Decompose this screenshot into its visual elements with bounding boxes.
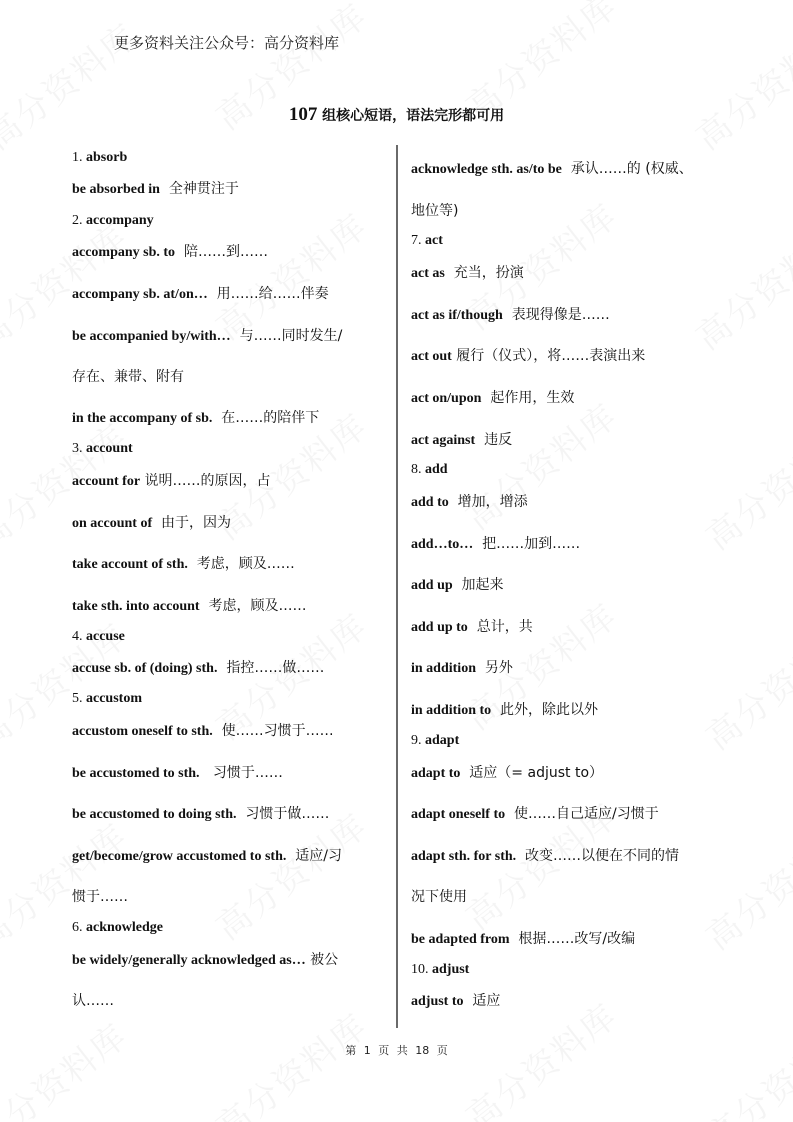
phrase-chinese: 认…… — [72, 993, 114, 1009]
section-heading — [411, 731, 459, 751]
phrase-entry — [411, 159, 693, 180]
phrase-entry — [411, 617, 533, 638]
phrase-english: take sth. into account — [72, 599, 200, 614]
phrase-entry — [72, 367, 184, 388]
phrase-entry — [411, 991, 500, 1012]
phrase-chinese: 使……习惯于…… — [212, 723, 334, 739]
phrase-english: accompany sb. to — [72, 245, 176, 260]
section-heading — [411, 460, 448, 480]
phrase-entry — [72, 804, 329, 825]
watermark-text — [694, 410, 793, 559]
phrase-entry — [72, 721, 334, 742]
phrase-english: get/become/grow accustomed to sth. — [72, 849, 287, 864]
phrase-english: in addition — [411, 661, 476, 676]
phrase-chinese: 被公 — [305, 952, 339, 968]
phrase-english: act as — [411, 266, 445, 281]
page-title-text: 组核心短语，语法完形都可用 — [317, 108, 505, 124]
phrase-english: add…to… — [411, 537, 474, 552]
phrase-entry — [72, 554, 295, 575]
phrase-english: act on/upon — [411, 391, 482, 406]
section-number: 9. — [411, 733, 425, 748]
section-word: absorb — [86, 150, 128, 165]
phrase-entry — [411, 201, 458, 222]
phrase-entry — [411, 534, 580, 555]
phrase-entry — [72, 950, 338, 971]
phrase-entry — [411, 492, 528, 513]
phrase-chinese: 惯于…… — [72, 889, 128, 905]
phrase-english: accompany sb. at/on… — [72, 287, 208, 302]
phrase-entry — [411, 887, 467, 908]
phrase-entry — [411, 700, 598, 721]
phrase-english: be absorbed in — [72, 182, 160, 197]
watermark-text — [204, 1000, 376, 1122]
phrase-chinese: 考虑，顾及…… — [199, 598, 307, 614]
phrase-entry — [411, 305, 610, 326]
phrase-english: act against — [411, 433, 476, 448]
phrase-chinese: 用……给……伴奏 — [207, 286, 329, 302]
section-number: 4. — [72, 629, 86, 644]
phrase-english: add to — [411, 495, 449, 510]
section-number: 6. — [72, 920, 86, 935]
phrase-chinese: 由于，因为 — [152, 515, 232, 531]
phrase-entry — [72, 887, 128, 908]
phrase-entry — [72, 408, 319, 429]
phrase-chinese: 习惯于…… — [199, 765, 283, 781]
phrase-entry — [411, 658, 513, 679]
phrase-entry — [411, 263, 524, 284]
phrase-chinese: 与……同时发生/ — [230, 328, 343, 344]
phrase-chinese: 地位等) — [411, 203, 459, 219]
phrase-chinese: 存在、兼带、附有 — [72, 369, 184, 385]
phrase-english: be accompanied by/with… — [72, 329, 231, 344]
phrase-english: be accustomed to sth. — [72, 766, 200, 781]
phrase-entry — [411, 430, 512, 451]
phrase-chinese: 考虑，顾及…… — [187, 556, 295, 572]
section-word: adapt — [425, 733, 460, 748]
phrase-chinese: 此外，除此以外 — [491, 702, 599, 718]
phrase-english: adapt sth. for sth. — [411, 849, 517, 864]
phrase-chinese: 表现得像是…… — [502, 307, 610, 323]
section-word: act — [425, 233, 443, 248]
section-heading — [72, 918, 163, 938]
phrase-english: in the accompany of sb. — [72, 411, 213, 426]
phrase-chinese: 起作用，生效 — [481, 390, 575, 406]
phrase-chinese: 全神贯注于 — [159, 181, 239, 197]
phrase-entry — [411, 346, 645, 367]
phrase-chinese: 违反 — [475, 432, 513, 448]
section-heading — [72, 689, 142, 709]
watermark-text — [0, 1010, 136, 1122]
phrase-english: adapt oneself to — [411, 807, 506, 822]
section-number: 2. — [72, 213, 86, 228]
section-word: account — [86, 441, 133, 456]
phrase-entry — [72, 596, 306, 617]
section-heading — [72, 211, 154, 231]
phrase-entry — [72, 991, 114, 1012]
phrase-entry — [411, 804, 659, 825]
phrase-english: take account of sth. — [72, 557, 188, 572]
phrase-chinese: 把……加到…… — [473, 536, 581, 552]
watermark-text — [684, 10, 793, 159]
phrase-chinese: 适应 — [463, 993, 501, 1009]
phrase-english: act as if/though — [411, 308, 503, 323]
phrase-entry — [72, 284, 329, 305]
watermark-text — [694, 1010, 793, 1122]
column-divider — [396, 145, 398, 1028]
phrase-chinese: 改变……以便在不同的情 — [516, 848, 680, 864]
phrase-chinese: 指控……做…… — [217, 660, 325, 676]
phrase-entry — [411, 846, 679, 867]
phrase-entry — [72, 513, 231, 534]
phrase-entry — [411, 575, 504, 596]
phrase-english: add up — [411, 578, 453, 593]
phrase-chinese: 在……的陪伴下 — [212, 410, 320, 426]
phrase-chinese: 说明……的原因，占 — [140, 473, 271, 489]
section-heading — [411, 231, 443, 251]
phrase-english: be adapted from — [411, 932, 510, 947]
header-note: 更多资料关注公众号：高分资料库 — [114, 34, 340, 52]
section-word: add — [425, 462, 448, 477]
section-number: 3. — [72, 441, 86, 456]
phrase-chinese: 充当，扮演 — [444, 265, 524, 281]
section-number: 10. — [411, 962, 432, 977]
phrase-entry — [72, 471, 271, 492]
section-heading — [72, 627, 125, 647]
phrase-chinese: 况下使用 — [411, 889, 467, 905]
page-footer: 第 1 页 共 18 页 — [345, 1044, 448, 1057]
phrase-chinese: 适应/习 — [286, 848, 342, 864]
phrase-entry — [411, 763, 603, 784]
phrase-english: in addition to — [411, 703, 492, 718]
section-heading — [72, 148, 127, 168]
section-heading — [411, 960, 469, 980]
section-word: accompany — [86, 213, 154, 228]
phrase-english: acknowledge sth. as/to be — [411, 162, 562, 177]
watermark-text — [684, 210, 793, 359]
page-title — [0, 104, 793, 126]
phrase-english: on account of — [72, 516, 153, 531]
phrase-chinese: 履行（仪式），将……表演出来 — [451, 348, 646, 364]
watermark-text — [454, 390, 626, 539]
phrase-english: adjust to — [411, 994, 464, 1009]
phrase-entry — [72, 326, 342, 347]
phrase-chinese: 使……自己适应/习惯于 — [505, 806, 659, 822]
phrase-english: act out — [411, 349, 452, 364]
section-number: 8. — [411, 462, 425, 477]
phrase-entry — [72, 846, 342, 867]
phrase-english: add up to — [411, 620, 468, 635]
phrase-english: account for — [72, 474, 141, 489]
section-number: 1. — [72, 150, 86, 165]
phrase-chinese: 根据……改写/改编 — [509, 931, 636, 947]
phrase-chinese: 承认……的 (权威、 — [561, 161, 693, 177]
phrase-entry — [411, 388, 574, 409]
phrase-entry — [72, 179, 239, 200]
phrase-chinese: 总计，共 — [467, 619, 533, 635]
section-word: accustom — [86, 691, 142, 706]
page-title-number: 107 — [288, 104, 318, 125]
section-number: 7. — [411, 233, 425, 248]
watermark-text — [694, 610, 793, 759]
section-word: adjust — [432, 962, 470, 977]
phrase-chinese: 适应（= adjust to） — [460, 765, 604, 781]
phrase-english: adapt to — [411, 766, 461, 781]
phrase-english: accustom oneself to sth. — [72, 724, 213, 739]
watermark-text — [694, 810, 793, 959]
phrase-entry — [72, 242, 268, 263]
phrase-chinese: 陪……到…… — [175, 244, 268, 260]
phrase-english: accuse sb. of (doing) sth. — [72, 661, 218, 676]
phrase-chinese: 增加，增添 — [448, 494, 528, 510]
section-word: accuse — [86, 629, 125, 644]
phrase-chinese: 加起来 — [452, 577, 504, 593]
phrase-english: be widely/generally acknowledged as… — [72, 953, 306, 968]
section-heading — [72, 439, 133, 459]
phrase-chinese: 习惯于做…… — [236, 806, 330, 822]
phrase-entry — [411, 929, 635, 950]
phrase-english: be accustomed to doing sth. — [72, 807, 237, 822]
phrase-chinese: 另外 — [475, 660, 513, 676]
phrase-entry — [72, 763, 283, 784]
section-word: acknowledge — [86, 920, 163, 935]
phrase-entry — [72, 658, 324, 679]
section-number: 5. — [72, 691, 86, 706]
